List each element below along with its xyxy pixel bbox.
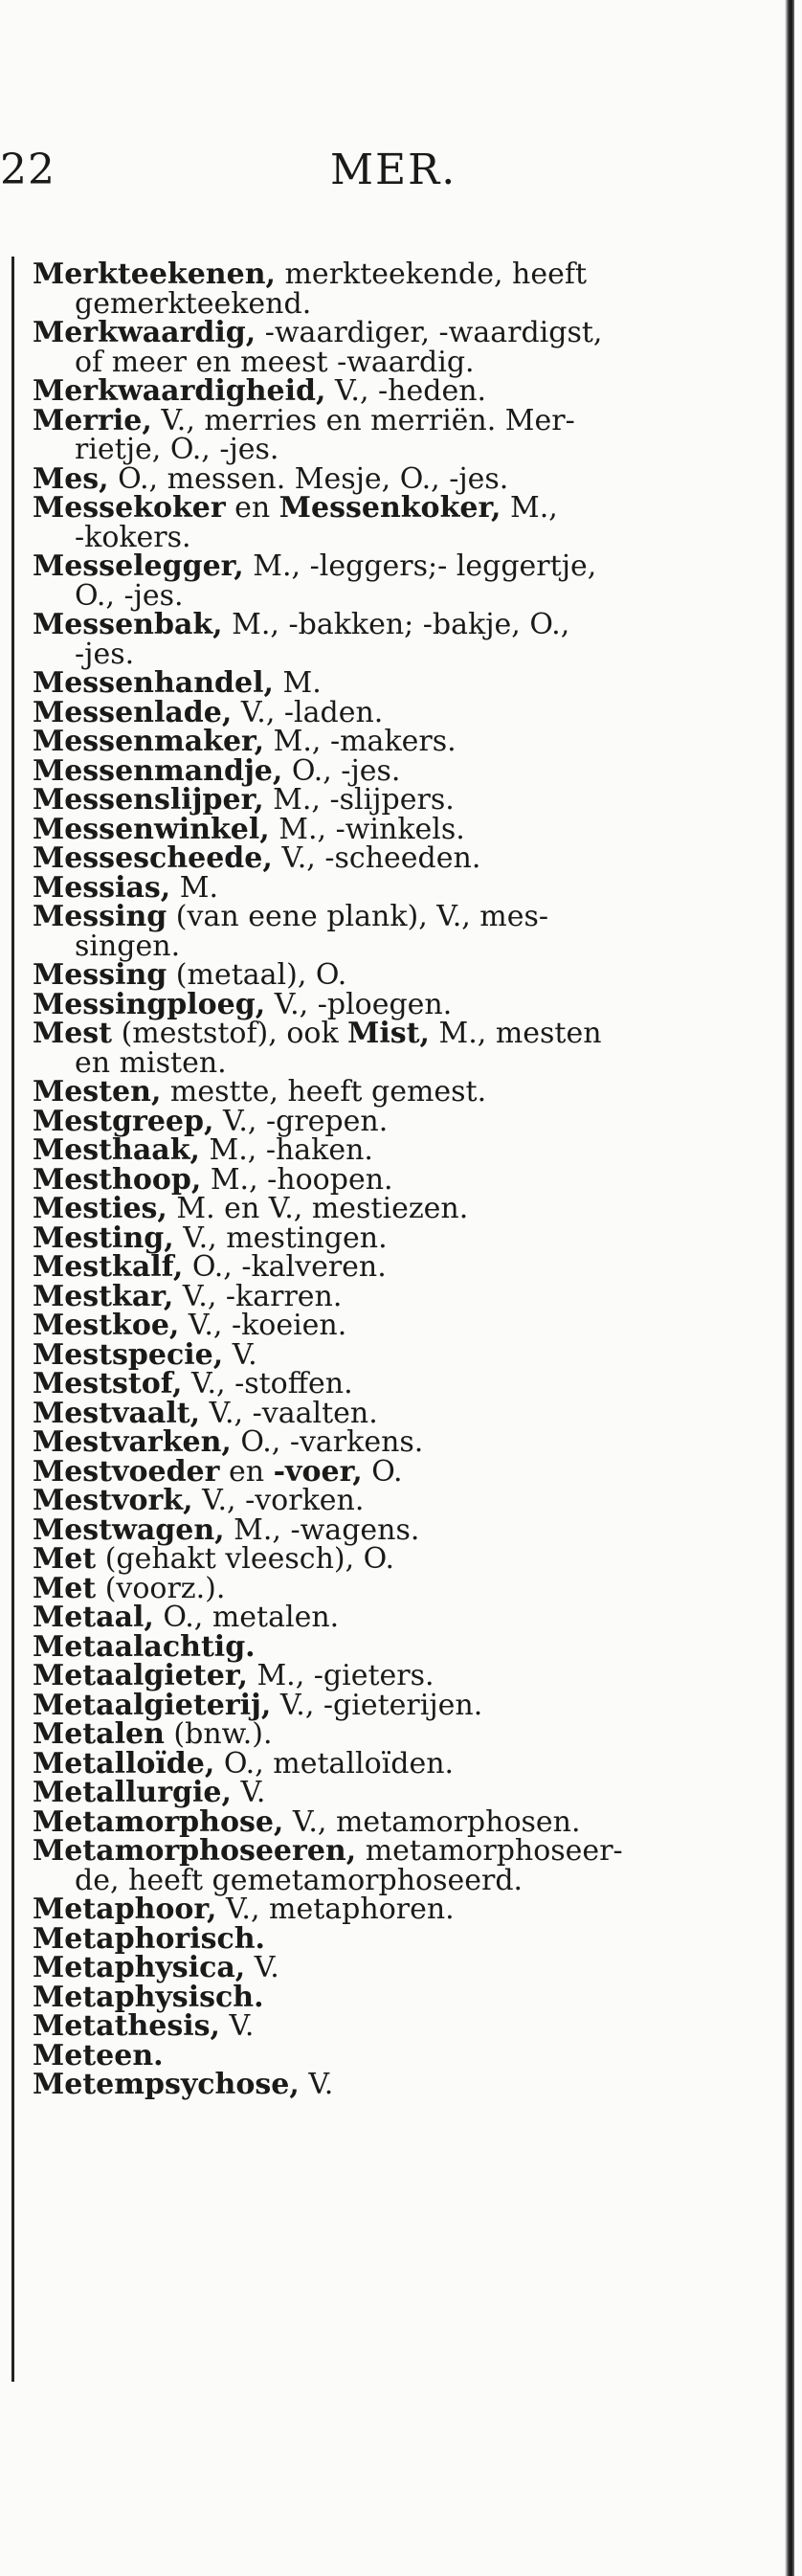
entry-text: M., -wagens.	[224, 1512, 420, 1547]
dictionary-entry	[33, 461, 726, 496]
headword: Merkwaardigheid,	[33, 374, 326, 408]
entry-text: (bnw.).	[164, 1717, 273, 1751]
headword: Mest	[33, 1017, 113, 1050]
headword: Meteen.	[33, 2038, 164, 2072]
headword: Metalloïde,	[33, 1746, 215, 1781]
dictionary-entries	[33, 260, 726, 2100]
dictionary-entry	[33, 1311, 726, 1341]
headword: Mestvoeder	[33, 1454, 220, 1489]
entry-text: O., metalloïden.	[214, 1746, 455, 1781]
headword: Merkwaardig,	[33, 316, 256, 349]
headword: Messelegger,	[33, 549, 244, 583]
headword: Messekoker	[33, 491, 226, 525]
headword: Messing	[33, 900, 167, 933]
headword: Mestvaalt,	[33, 1396, 201, 1430]
entry-text-secondary: M.,	[501, 491, 558, 525]
headword: Mesting,	[33, 1221, 174, 1255]
headword: Messias,	[33, 870, 171, 905]
entry-text: merkteekende, heeft	[275, 258, 588, 291]
headword: Mesthoop,	[33, 1162, 202, 1197]
entry-text: V., -laden.	[232, 695, 384, 729]
entry-text: V.	[231, 1776, 266, 1809]
headword: Metempsychose,	[33, 2068, 300, 2101]
dictionary-entry	[33, 783, 726, 817]
dictionary-entry	[33, 1019, 726, 1078]
entry-text: V., metaphoren.	[216, 1893, 455, 1926]
headword: Metaalgieter,	[33, 1659, 248, 1692]
entry-text: (meststof), ook	[112, 1017, 348, 1050]
entry-text: O., -jes.	[282, 753, 401, 788]
headword: Metaphorisch.	[33, 1921, 266, 1956]
dictionary-entry	[33, 2038, 726, 2072]
dictionary-entry	[33, 1133, 726, 1167]
dictionary-entry	[33, 260, 726, 319]
entry-text: (metaal), O.	[167, 958, 347, 992]
entry-text: V.	[223, 1337, 257, 1372]
entry-text: V., -karren.	[173, 1279, 343, 1313]
dictionary-entry	[33, 841, 726, 875]
entry-text: M., -winkels.	[269, 812, 465, 846]
headword: Mesten,	[33, 1075, 162, 1109]
entry-continuation: de, heeft gemetamorphoseerd.	[75, 1863, 524, 1897]
dictionary-entry	[33, 491, 726, 554]
dictionary-entry	[33, 1629, 726, 1664]
dictionary-entry	[33, 1279, 726, 1313]
headword: Metalen	[33, 1717, 165, 1751]
entry-text: O., messen. Mesje, O., -jes.	[108, 461, 509, 496]
entry-text: V., metamorphosen.	[283, 1804, 581, 1839]
entry-text: M., -makers.	[264, 725, 457, 758]
entry-text: M. en V., mestiezen.	[167, 1192, 469, 1225]
headword: Mestspecie,	[33, 1337, 224, 1372]
dictionary-entry	[33, 1804, 726, 1839]
entry-text: M.	[170, 870, 219, 905]
entry-text: O., -varkens.	[231, 1425, 424, 1459]
binding-edge	[785, 0, 794, 2576]
dictionary-entry	[33, 1425, 726, 1459]
headword-secondary: Mist,	[347, 1017, 430, 1050]
entry-text: O., metalen.	[153, 1601, 340, 1634]
headword: Met	[33, 1571, 97, 1605]
dictionary-entry	[33, 1337, 726, 1372]
column-rule	[11, 257, 14, 2382]
entry-text: V., -scheeden.	[272, 841, 481, 875]
dictionary-entry	[33, 695, 726, 729]
headword: Messing	[33, 958, 167, 992]
headword: Metaphysica,	[33, 1951, 246, 1984]
entry-text: V., -heden.	[325, 374, 487, 408]
entry-text: V., -gieterijen.	[271, 1688, 483, 1722]
headword: Messenhandel,	[33, 666, 274, 700]
headword: Mestvork,	[33, 1484, 193, 1517]
entry-text: V., mestingen.	[173, 1221, 388, 1255]
entry-continuation: -jes.	[75, 637, 135, 671]
dictionary-entry	[33, 1250, 726, 1284]
dictionary-entry	[33, 1512, 726, 1547]
headword: Metamorphose,	[33, 1804, 284, 1839]
dictionary-entry	[33, 1396, 726, 1430]
headword: Mesties,	[33, 1192, 167, 1225]
dictionary-entry	[33, 549, 726, 613]
dictionary-entry	[33, 1192, 726, 1225]
headword: Merkteekenen,	[33, 258, 276, 291]
entry-text: M., -gieters.	[247, 1659, 434, 1692]
entry-continuation: O., -jes.	[75, 578, 184, 613]
dictionary-entry	[33, 1542, 726, 1576]
dictionary-entry	[33, 1776, 726, 1809]
entry-text: M.	[273, 666, 322, 700]
entry-text: M., -leggers;- leggertje,	[243, 549, 597, 583]
dictionary-entry	[33, 1717, 726, 1751]
headword: Metamorphoseeren,	[33, 1834, 357, 1868]
dictionary-entry	[33, 1659, 726, 1692]
headword: Messescheede,	[33, 841, 273, 875]
entry-continuation: rietje, O., -jes.	[75, 433, 279, 466]
dictionary-entry	[33, 666, 726, 700]
headword: Metaalgieterij,	[33, 1688, 272, 1722]
entry-text: en	[225, 491, 279, 525]
headword: Metaal,	[33, 1601, 154, 1634]
dictionary-entry	[33, 1895, 726, 1925]
dictionary-entry	[33, 2009, 726, 2043]
entry-continuation: gemerkteekend.	[75, 286, 312, 321]
headword: Mes,	[33, 461, 109, 496]
dictionary-entry	[33, 403, 726, 466]
dictionary-entry	[33, 753, 726, 788]
headword: Met	[33, 1542, 97, 1576]
headword: Messenslijper,	[33, 783, 264, 817]
entry-text: metamorphoseer-	[356, 1834, 623, 1868]
headword: Mestwagen,	[33, 1512, 225, 1547]
headword: Mestkoe,	[33, 1309, 180, 1342]
entry-text: (gehakt vleesch), O.	[96, 1542, 395, 1576]
entry-text: V., merries en merriën. Mer-	[151, 403, 575, 437]
dictionary-entry	[33, 812, 726, 846]
headword: Messenbak,	[33, 608, 223, 641]
dictionary-entry	[33, 1104, 726, 1138]
dictionary-entry	[33, 1921, 726, 1956]
dictionary-entry	[33, 1688, 726, 1722]
headword: Messingploeg,	[33, 987, 266, 1021]
dictionary-entry	[33, 1075, 726, 1109]
entry-text: V.	[299, 2068, 334, 2101]
dictionary-entry	[33, 1221, 726, 1255]
headword: Metallurgie,	[33, 1776, 232, 1809]
dictionary-entry	[33, 1746, 726, 1781]
dictionary-entry	[33, 1834, 726, 1897]
headword: Metaphysisch.	[33, 1980, 264, 2014]
headword: Mestkalf,	[33, 1250, 184, 1284]
dictionary-entry	[33, 1980, 726, 2014]
entry-text: V., -vaalten.	[200, 1396, 378, 1430]
headword: Mestkar,	[33, 1279, 174, 1313]
dictionary-entry	[33, 900, 726, 963]
dictionary-entry	[33, 316, 726, 379]
dictionary-entry	[33, 1571, 726, 1605]
dictionary-entry	[33, 2068, 726, 2101]
entry-text: V., -koeien.	[179, 1309, 347, 1342]
dictionary-entry	[33, 1162, 726, 1197]
dictionary-entry	[33, 1603, 726, 1633]
entry-continuation: -kokers.	[75, 520, 191, 554]
entry-text: V., -vorken.	[192, 1484, 365, 1517]
headword-secondary: Messenkoker,	[278, 491, 501, 525]
entry-text: (voorz.).	[96, 1571, 226, 1605]
running-head: MER.	[330, 146, 457, 194]
entry-text: V.	[245, 1951, 279, 1984]
headword: Meststof,	[33, 1367, 183, 1400]
entry-continuation: en misten.	[75, 1045, 227, 1080]
dictionary-entry	[33, 958, 726, 992]
headword: Metaphoor,	[33, 1893, 217, 1926]
headword: Merrie,	[33, 403, 152, 437]
page-number: 22	[0, 146, 56, 194]
headword: Metaalachtig.	[33, 1629, 256, 1664]
dictionary-entry	[33, 987, 726, 1021]
entry-text-secondary: M., mesten	[429, 1017, 602, 1050]
headword: Messenmaker,	[33, 725, 265, 758]
headword: Messenmandje,	[33, 753, 283, 788]
entry-text: V., -grepen.	[213, 1104, 389, 1138]
headword: Mesthaak,	[33, 1133, 200, 1167]
entry-continuation: of meer en meest -waardig.	[75, 345, 475, 379]
entry-text: mestte, heeft gemest.	[161, 1075, 487, 1109]
dictionary-entry	[33, 1951, 726, 1984]
entry-text: -waardiger, -waardigst,	[256, 316, 603, 349]
entry-text: M., -bakken; -bakje, O.,	[222, 608, 570, 641]
entry-text: V., -ploegen.	[265, 987, 453, 1021]
entry-text-secondary: O.	[362, 1454, 403, 1489]
entry-text: en	[219, 1454, 274, 1489]
entry-text: V., -stoffen.	[182, 1367, 353, 1400]
entry-text: V.	[219, 2009, 255, 2043]
headword-secondary: -voer,	[273, 1454, 363, 1489]
dictionary-entry	[33, 608, 726, 671]
headword: Mestgreep,	[33, 1104, 214, 1138]
entry-text: M., -haken.	[199, 1133, 373, 1167]
headword: Mestvarken,	[33, 1425, 232, 1459]
entry-continuation: singen.	[75, 929, 181, 963]
entry-text: M., -slijpers.	[263, 783, 455, 817]
headword: Messenlade,	[33, 695, 233, 729]
dictionary-entry	[33, 1454, 726, 1489]
headword: Messenwinkel,	[33, 812, 270, 846]
dictionary-entry	[33, 870, 726, 905]
dictionary-entry	[33, 374, 726, 408]
dictionary-entry	[33, 1484, 726, 1517]
dictionary-entry	[33, 725, 726, 758]
headword: Metathesis,	[33, 2009, 220, 2043]
entry-text: M., -hoopen.	[201, 1162, 393, 1197]
entry-text: O., -kalveren.	[183, 1250, 387, 1284]
dictionary-entry	[33, 1367, 726, 1400]
entry-text: (van eene plank), V., mes-	[167, 900, 549, 933]
